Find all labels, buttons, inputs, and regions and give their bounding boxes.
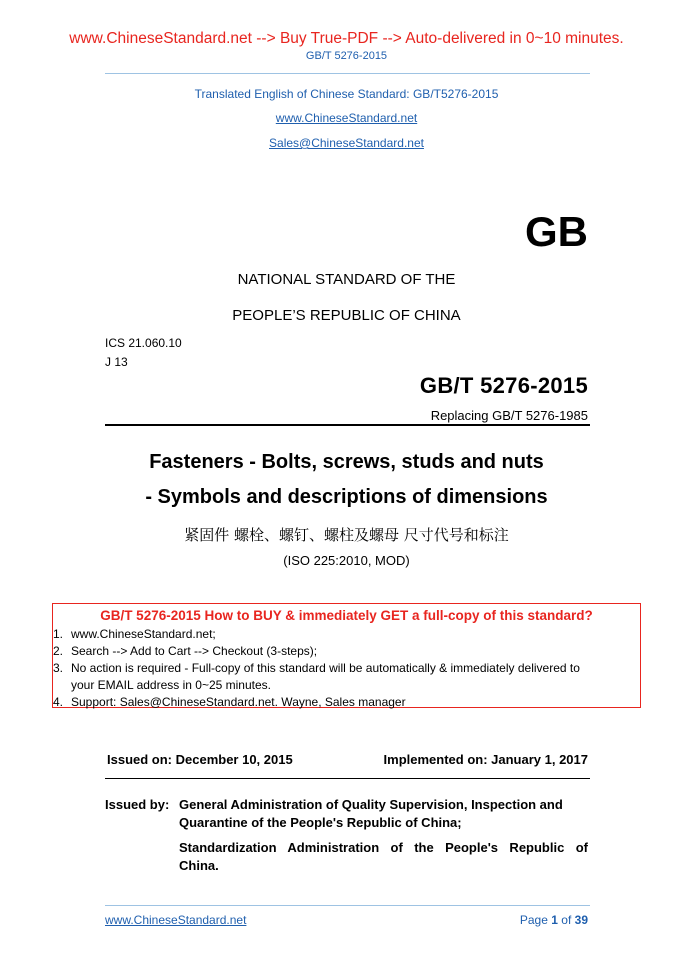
issuer-2-line-2: China. — [179, 858, 219, 873]
issued-by-label: Issued by: — [105, 797, 170, 812]
email-link-wrap — [0, 136, 693, 150]
header-standard-number: GB/T 5276-2015 — [305, 50, 388, 62]
step-number: 3. — [53, 661, 64, 675]
step-number: 4. — [53, 695, 64, 709]
replacing-note: Replacing GB/T 5276-1985 — [430, 408, 588, 423]
step-text: No action is required - Full-copy of this standard will be automatically & immediately delivered to — [71, 661, 580, 675]
gb-mark: GB — [525, 208, 588, 255]
step-text: Search --> Add to Cart --> Checkout (3-steps); — [71, 644, 318, 658]
footer-divider — [105, 905, 590, 906]
buy-info-box — [52, 603, 641, 708]
issued-on: Issued on: December 10, 2015 — [107, 752, 293, 767]
buy-step — [53, 660, 580, 677]
step-text[interactable]: www.ChineseStandard.net; — [71, 627, 216, 641]
ics-code: ICS 21.060.10 — [105, 336, 182, 350]
step-number: 2. — [53, 644, 64, 658]
website-link-wrap — [0, 111, 693, 125]
page-number — [520, 913, 588, 927]
step-number: 1. — [53, 627, 64, 641]
header-divider — [105, 73, 590, 74]
buy-step-continued — [53, 677, 580, 694]
title-chinese: 紧固件 螺栓、螺钉、螺柱及螺母 尺寸代号和标注 — [184, 526, 509, 544]
buy-step — [53, 643, 580, 660]
iso-reference: (ISO 225:2010, MOD) — [283, 553, 410, 568]
buy-step — [53, 694, 580, 711]
footer-website-link[interactable]: www.ChineseStandard.net — [105, 913, 247, 927]
national-line-2: PEOPLE’S REPUBLIC OF CHINA — [232, 307, 461, 324]
page-of: of — [561, 913, 572, 927]
page-current: 1 — [551, 913, 558, 927]
title-divider — [105, 424, 590, 426]
step-number — [53, 677, 71, 694]
title-line-2: - Symbols and descriptions of dimensions — [145, 486, 548, 508]
issuer-1-line-1: General Administration of Quality Supervision, Inspection and — [179, 797, 563, 812]
implemented-on: Implemented on: January 1, 2017 — [383, 752, 588, 767]
step-text: Support: Sales@ChineseStandard.net. Wayne, Sales manager — [71, 695, 406, 709]
national-line-1: NATIONAL STANDARD OF THE — [237, 271, 456, 288]
title-line-1: Fasteners - Bolts, screws, studs and nuts — [149, 451, 544, 473]
buy-steps-list — [53, 626, 580, 711]
website-link[interactable]: www.ChineseStandard.net — [275, 111, 418, 125]
ccs-code: J 13 — [105, 355, 128, 369]
buy-box-title: GB/T 5276-2015 How to BUY & immediately GET a full-copy of this standard? — [100, 608, 593, 623]
page-total: 39 — [574, 913, 588, 927]
issue-divider — [105, 778, 590, 779]
issuer-2-line-1: Standardization Administration of the People's Republic of — [179, 840, 588, 855]
email-link[interactable]: Sales@ChineseStandard.net — [269, 136, 424, 150]
page-label: Page — [519, 913, 548, 927]
footer-website-wrap — [105, 913, 246, 927]
promo-banner[interactable]: www.ChineseStandard.net --> Buy True-PDF --> Auto-delivered in 0~10 minutes. — [69, 30, 624, 47]
step-text: your EMAIL address in 0~25 minutes. — [71, 678, 271, 692]
standard-number: GB/T 5276-2015 — [419, 373, 588, 398]
issuer-1-line-2: Quarantine of the People's Republic of China; — [179, 815, 462, 830]
buy-step — [53, 626, 580, 643]
translated-note: Translated English of Chinese Standard: GB/T5276-2015 — [194, 87, 499, 101]
